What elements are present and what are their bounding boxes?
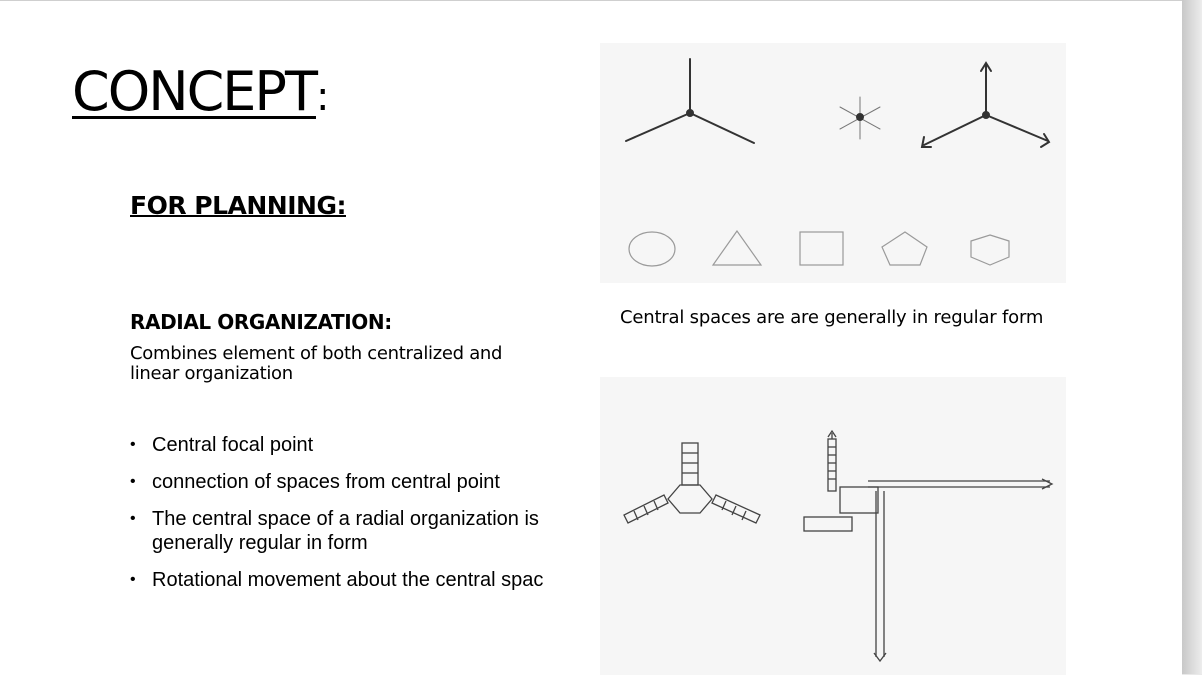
radial-heading: RADIAL ORGANIZATION: xyxy=(130,310,392,334)
bullet-item: • Central focal point xyxy=(130,433,595,457)
bullet-item: • connection of spaces from central point xyxy=(130,470,595,494)
bullet-list xyxy=(130,433,595,605)
radial-description: Combines element of both centralized and linear organization xyxy=(130,343,503,384)
title-colon: : xyxy=(315,74,328,120)
slide-title xyxy=(72,60,328,123)
figure-caption: Central spaces are are generally in regular form xyxy=(620,307,1044,328)
window-edge-shadow xyxy=(1182,0,1202,674)
title-text: CONCEPT xyxy=(72,60,316,123)
bullet-item: • The central space of a radial organization is generally regular in form xyxy=(130,507,595,555)
section-subtitle: FOR PLANNING: xyxy=(130,191,346,220)
radial-diagram-sketch xyxy=(600,43,1066,283)
bullet-item: • Rotational movement about the central spac xyxy=(130,568,595,592)
organization-sketch xyxy=(600,377,1066,675)
